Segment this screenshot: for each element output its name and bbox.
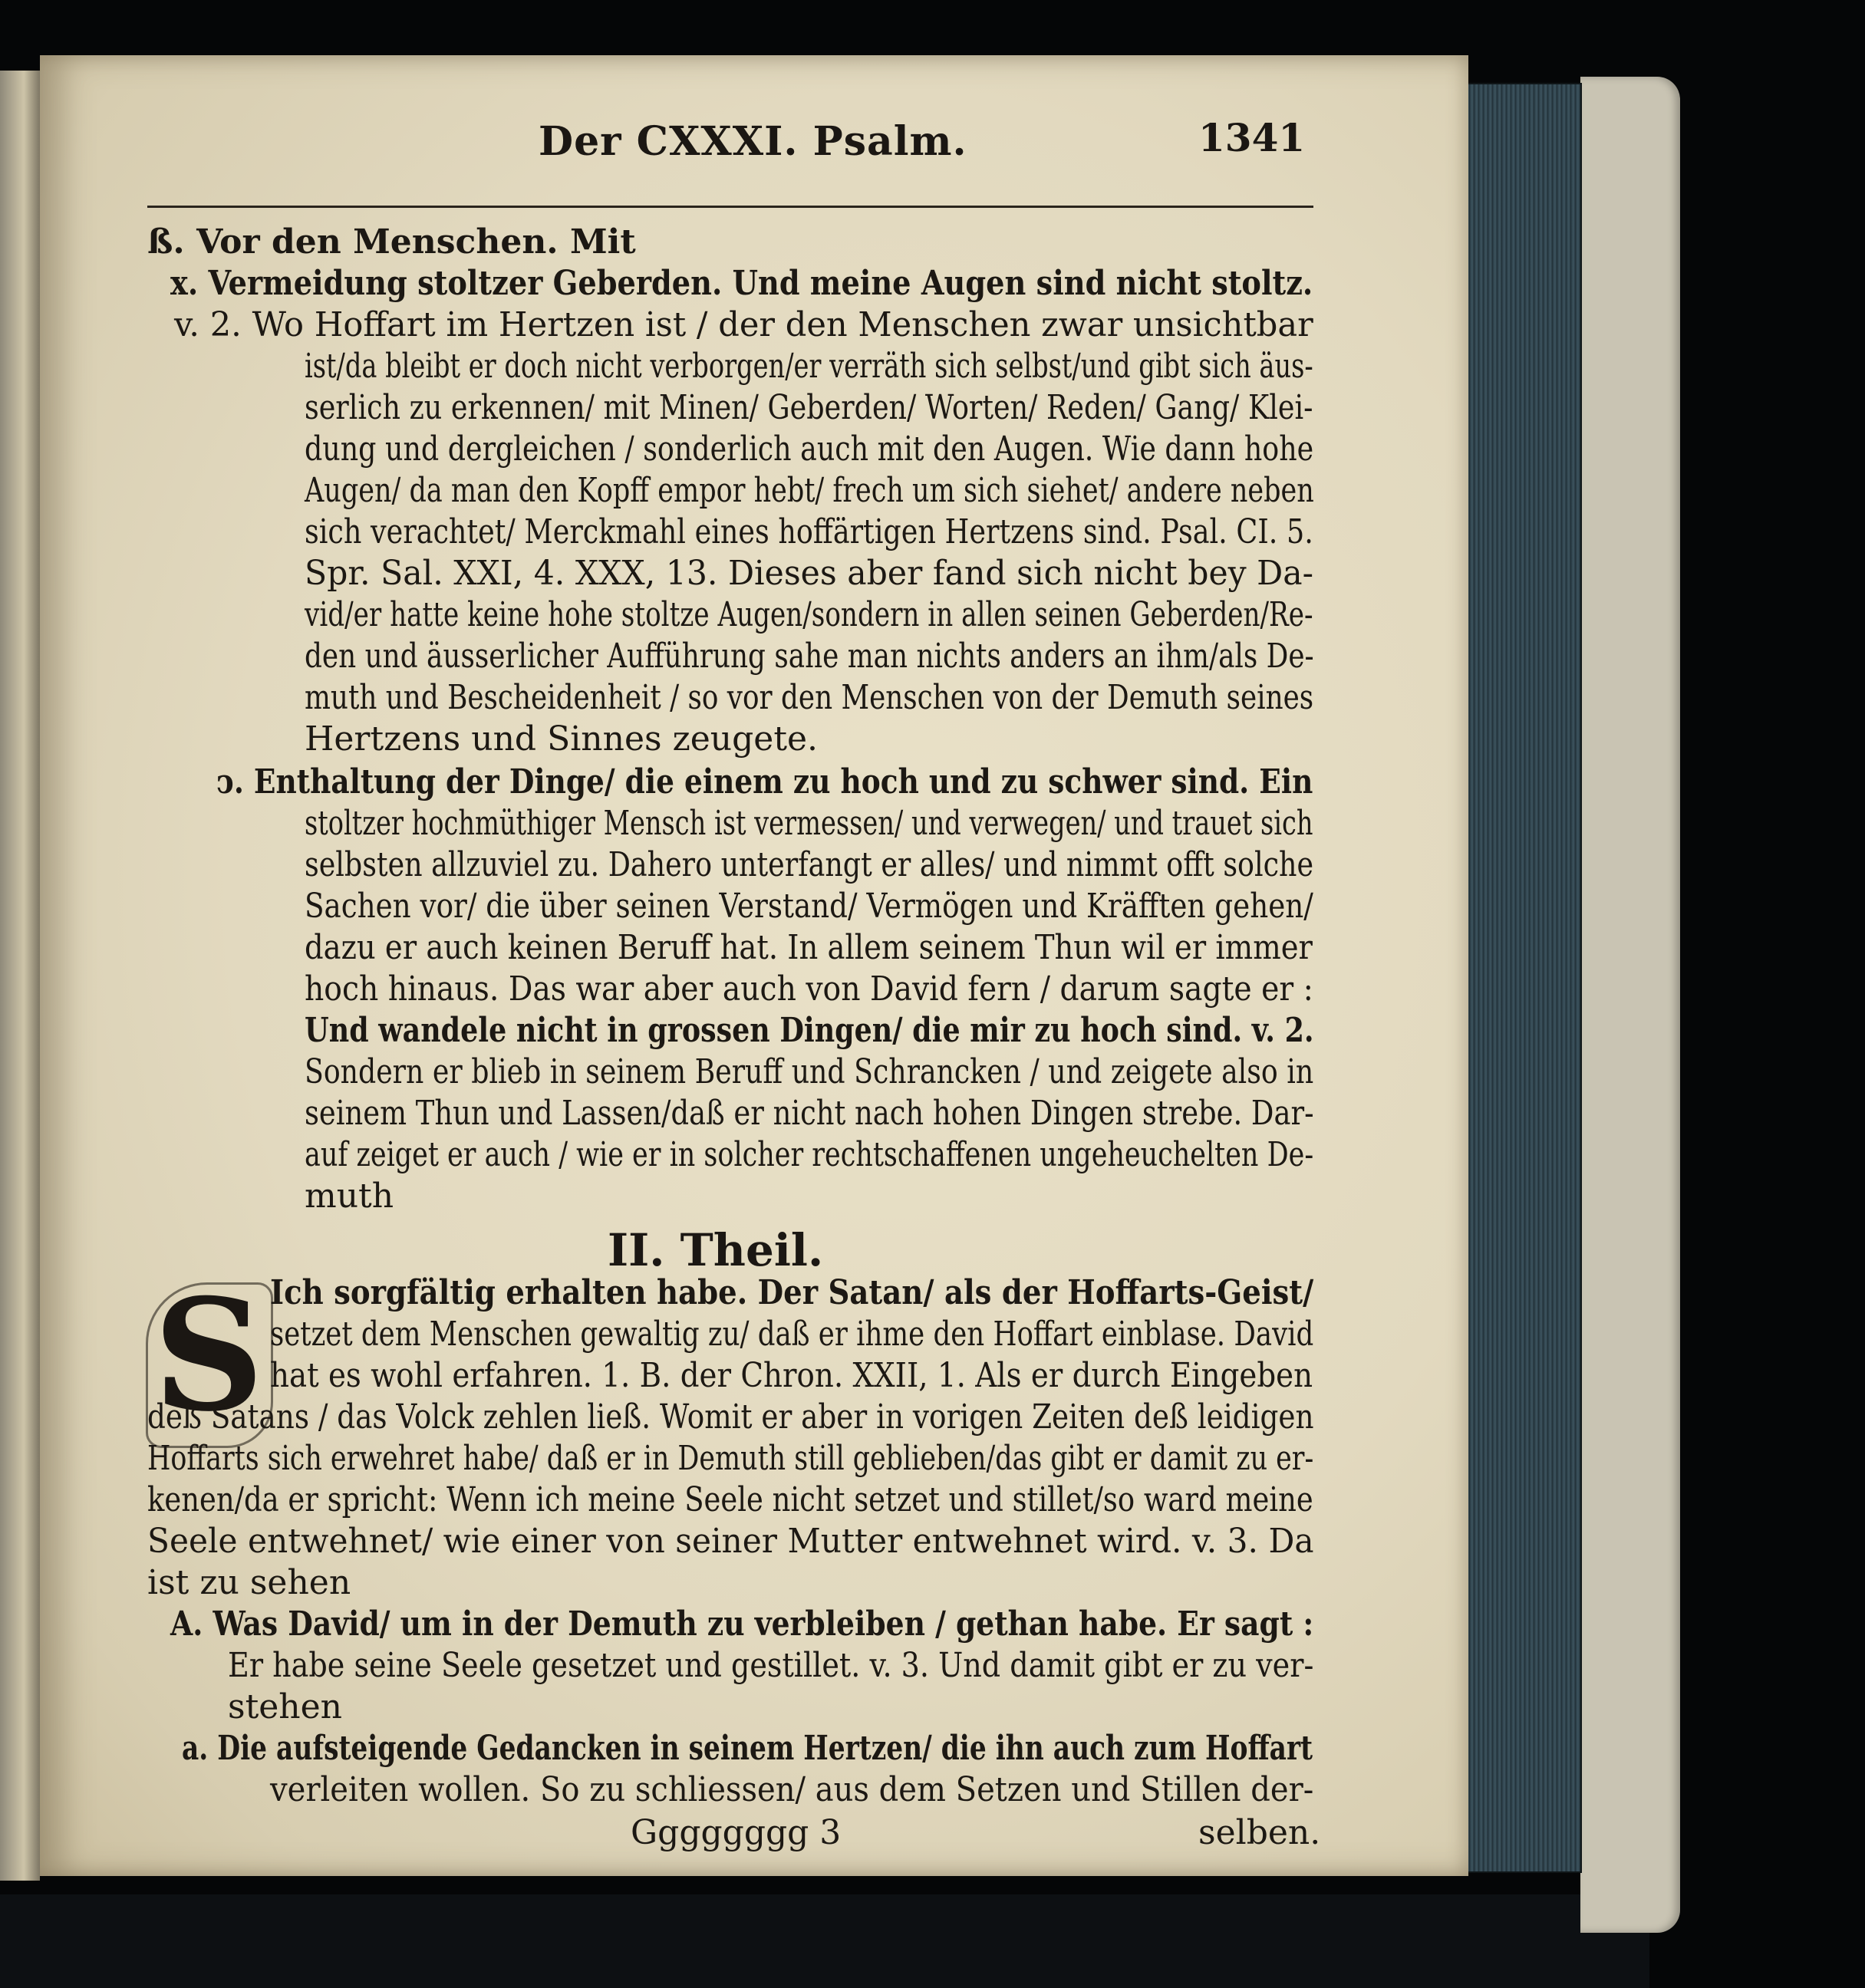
left-page-edge [0,71,40,1881]
header-rule [147,206,1313,208]
text-line: a. Die aufsteigende Gedancken in seinem Hertzen/ die ihn auch zum Hoffart [182,1729,1313,1768]
text-line: ß. Vor den Menschen. Mit [147,222,636,262]
text-line: ist/da bleibt er doch nicht verborgen/er verräth sich selbst/und gibt sich äus- [305,347,1313,386]
text-line: hat es wohl erfahren. 1. B. der Chron. XXII, 1. Als er durch Eingeben [270,1356,1313,1395]
text-line: serlich zu erkennen/ mit Minen/ Geberden/ Worten/ Reden/ Gang/ Klei- [305,388,1313,427]
text-line: Er habe seine Seele gesetzet und gestillet. v. 3. Und damit gibt er zu ver- [228,1646,1314,1685]
text-line: deß Satans / das Volck zehlen ließ. Womit er aber in vorigen Zeiten deß leidigen [147,1397,1314,1437]
text-line: x. Vermeidung stoltzer Geberden. Und meine Augen sind nicht stoltz. [170,264,1313,303]
decorated-initial: S [153,1266,265,1446]
text-line: verleiten wollen. So zu schliessen/ aus dem Setzen und Stillen der- [270,1770,1314,1809]
text-line: v. 2. Wo Hoffart im Hertzen ist / der den Menschen zwar unsichtbar [174,305,1313,344]
text-line: Ich sorgfältig erhalten habe. Der Satan/ als der Hoffarts-Geist/ [270,1273,1314,1312]
text-line: muth [305,1177,394,1216]
text-line: selbsten allzuviel zu. Dahero unterfangt er alles/ und nimmt offt solche [305,845,1314,884]
text-line: kenen/da er spricht: Wenn ich meine Seele nicht setzet und stillet/so ward meine [147,1480,1313,1519]
text-line: Augen/ da man den Kopff empor hebt/ frech um sich siehet/ andere neben [305,471,1314,510]
text-line: auf zeiget er auch / wie er in solcher rechtschaffenen ungeheuchelten De- [305,1135,1314,1174]
text-line: stehen [228,1687,343,1726]
text-line: Hertzens und Sinnes zeugete. [305,719,819,759]
section-heading: II. Theil. [608,1224,824,1276]
text-line: dung und dergleichen / sonderlich auch mit den Augen. Wie dann hohe [305,430,1314,469]
text-line: hoch hinaus. Das war aber auch von David fern / darum sagte er : [305,969,1313,1009]
text-line: seinem Thun und Lassen/daß er nicht nach hohen Dingen strebe. Dar- [305,1094,1314,1133]
signature-mark: Gggggggg 3 [631,1813,842,1852]
text-line: dazu er auch keinen Beruff hat. In allem seinem Thun wil er immer [305,928,1313,967]
text-line: Hoffarts sich erwehret habe/ daß er in Demuth still geblieben/das gibt er damit zu er- [147,1439,1314,1478]
text-line: Spr. Sal. XXI, 4. XXX, 13. Dieses aber fand sich nicht bey Da- [305,554,1314,593]
text-line: stoltzer hochmüthiger Mensch ist vermessen/ und verwegen/ und trauet sich [305,804,1313,843]
page-block-edge [1465,84,1580,1871]
book-cover-bottom [0,1894,1649,1988]
text-line: A. Was David/ um in der Demuth zu verbleiben / gethan habe. Er sagt : [170,1605,1314,1644]
page-number: 1341 [1198,115,1306,160]
text-line: muth und Bescheidenheit / so vor den Menschen von der Demuth seines [305,678,1314,717]
text-line: Sachen vor/ die über seinen Verstand/ Vermögen und Kräfften gehen/ [305,887,1313,926]
text-line: vid/er hatte keine hohe stoltze Augen/sondern in allen seinen Geberden/Re- [305,595,1313,634]
running-header-title: Der CXXXI. Psalm. [539,118,967,165]
text-line: ist zu sehen [147,1563,351,1602]
text-line: setzet dem Menschen gewaltig zu/ daß er ihme den Hoffart einblase. David [270,1315,1314,1354]
text-line: Seele entwehnet/ wie einer von seiner Mutter entwehnet wird. v. 3. Da [147,1522,1314,1561]
book-cover-right [1580,77,1680,1933]
text-line: ↄ. Enthaltung der Dinge/ die einem zu hoch und zu schwer sind. Ein [216,762,1313,801]
text-line: Und wandele nicht in grossen Dingen/ die mir zu hoch sind. v. 2. [305,1011,1314,1050]
catchword: selben. [1198,1813,1321,1852]
text-line: den und äusserlicher Aufführung sahe man nichts anders an ihm/als De- [305,637,1314,676]
text-line: sich verachtet/ Merckmahl eines hoffärtigen Hertzens sind. Psal. CI. 5. [305,512,1313,551]
text-line: Sondern er blieb in seinem Beruff und Schrancken / und zeigete also in [305,1052,1314,1091]
book-page [40,55,1468,1876]
